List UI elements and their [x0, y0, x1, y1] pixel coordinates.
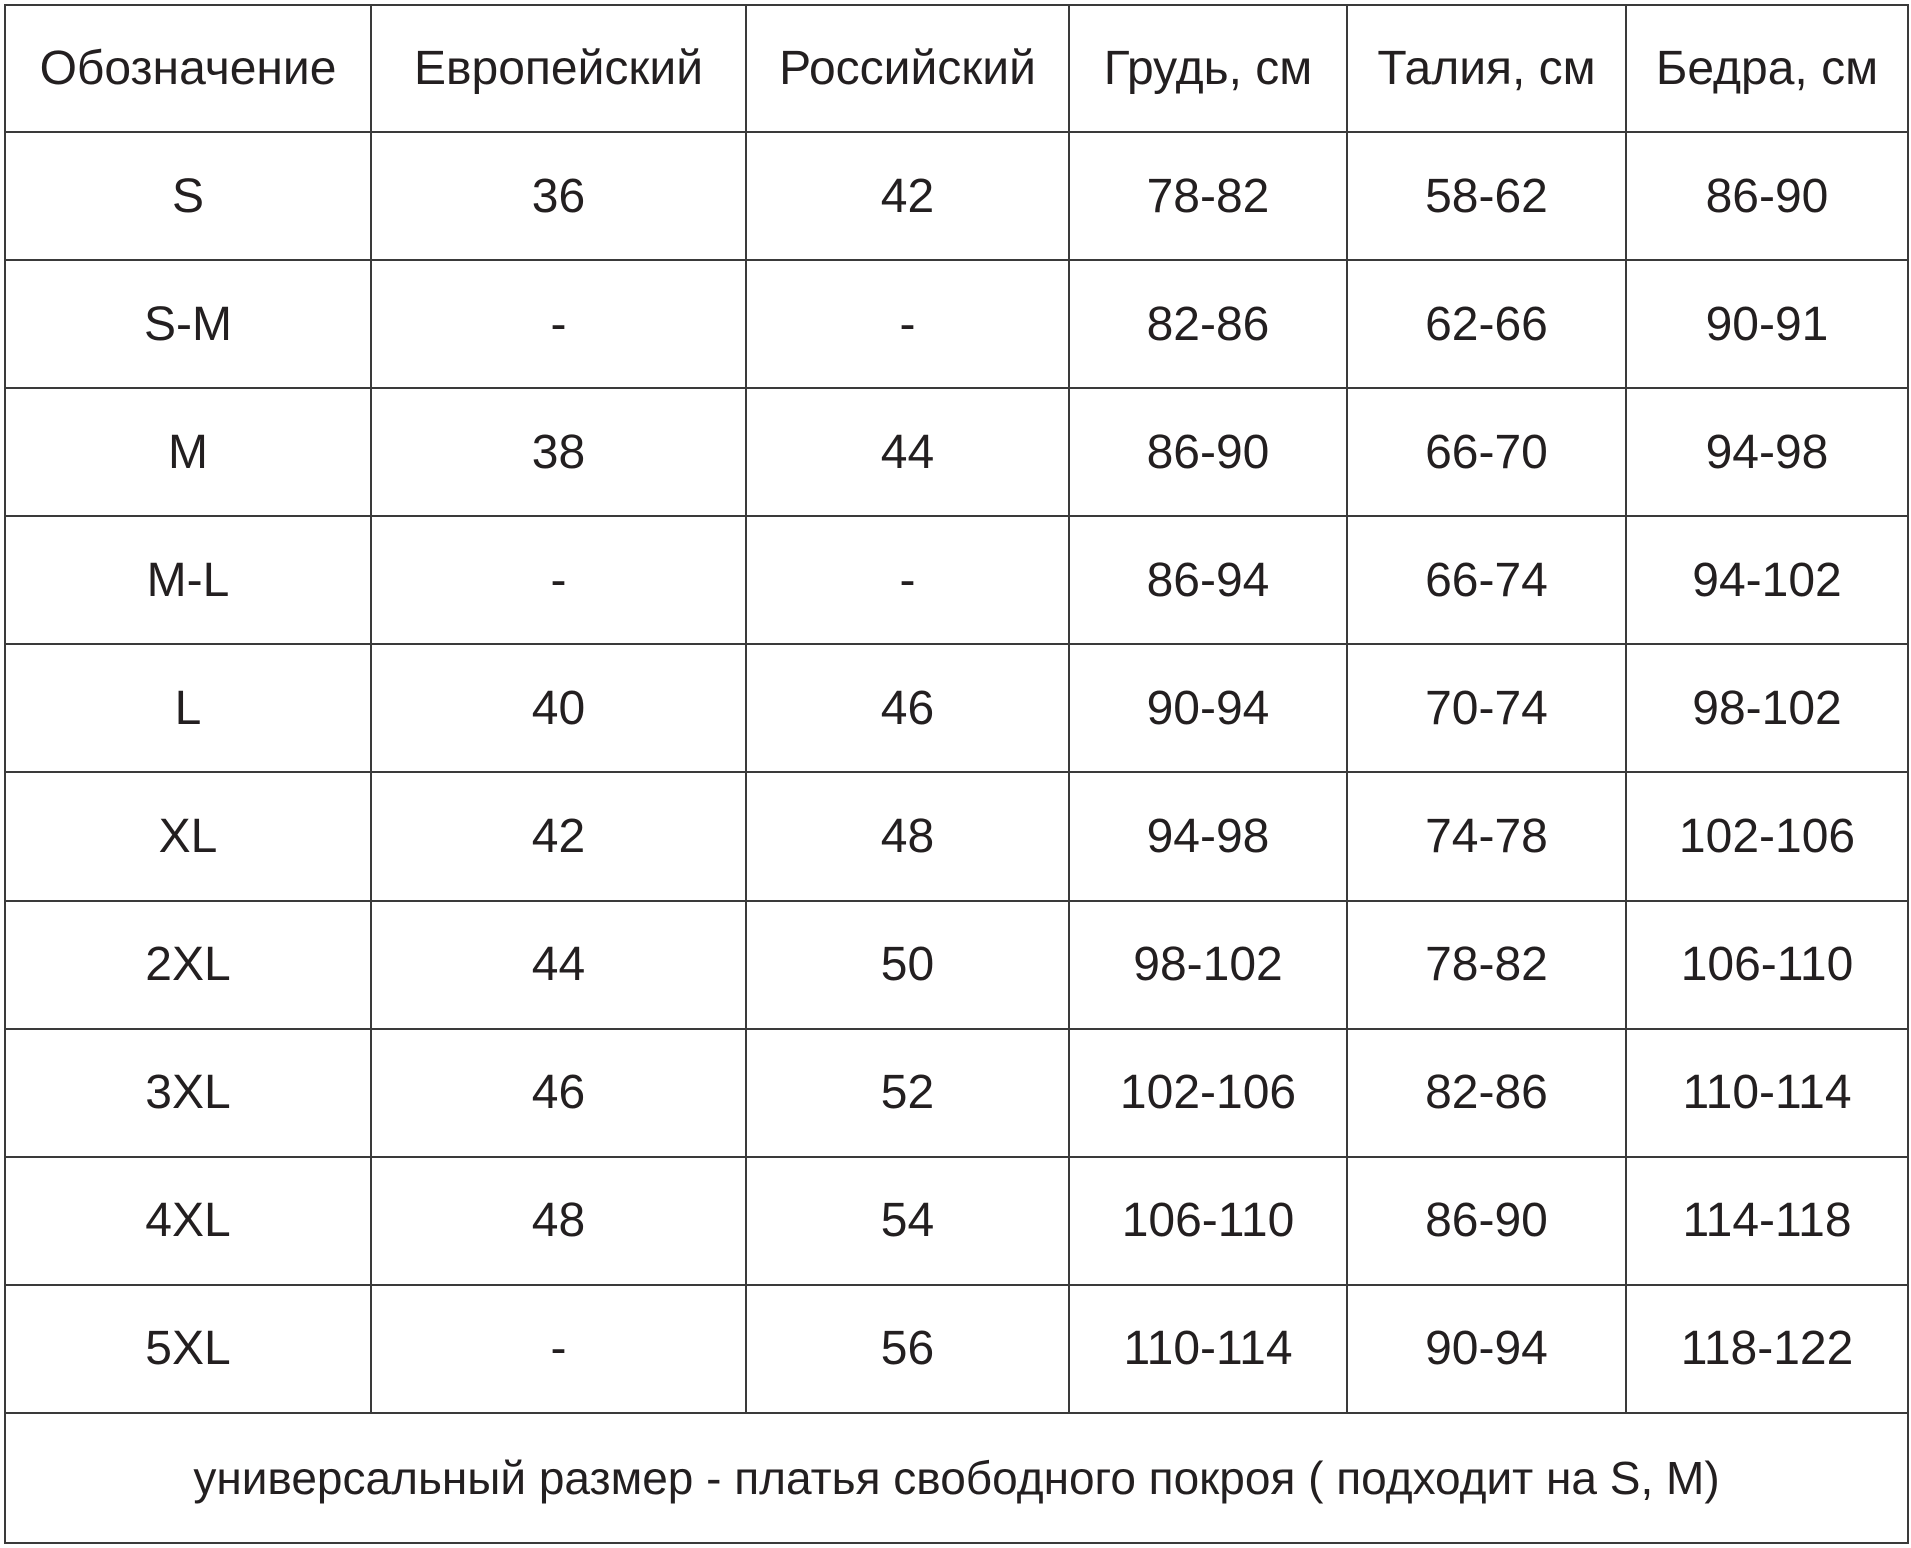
cell-designation: 2XL — [5, 901, 371, 1029]
header-waist: Талия, см — [1347, 5, 1626, 132]
cell-chest: 82-86 — [1069, 260, 1347, 388]
table-header-row — [5, 5, 1908, 132]
table-row — [5, 516, 1908, 644]
cell-russian: 42 — [746, 132, 1069, 260]
header-chest: Грудь, см — [1069, 5, 1347, 132]
cell-designation: S — [5, 132, 371, 260]
cell-hips: 94-102 — [1626, 516, 1908, 644]
cell-russian: 46 — [746, 644, 1069, 772]
cell-russian: 48 — [746, 772, 1069, 900]
table-row — [5, 1285, 1908, 1413]
cell-russian: 50 — [746, 901, 1069, 1029]
cell-waist: 86-90 — [1347, 1157, 1626, 1285]
cell-waist: 78-82 — [1347, 901, 1626, 1029]
cell-waist: 66-74 — [1347, 516, 1626, 644]
cell-chest: 86-94 — [1069, 516, 1347, 644]
cell-waist: 74-78 — [1347, 772, 1626, 900]
cell-russian: 44 — [746, 388, 1069, 516]
cell-hips: 86-90 — [1626, 132, 1908, 260]
table-row — [5, 388, 1908, 516]
cell-russian: - — [746, 260, 1069, 388]
cell-waist: 90-94 — [1347, 1285, 1626, 1413]
table-body — [5, 132, 1908, 1413]
cell-chest: 86-90 — [1069, 388, 1347, 516]
cell-european: 48 — [371, 1157, 746, 1285]
cell-waist: 66-70 — [1347, 388, 1626, 516]
cell-hips: 106-110 — [1626, 901, 1908, 1029]
cell-designation: 4XL — [5, 1157, 371, 1285]
cell-european: - — [371, 516, 746, 644]
cell-russian: - — [746, 516, 1069, 644]
cell-european: 36 — [371, 132, 746, 260]
cell-designation: S-M — [5, 260, 371, 388]
table-row — [5, 260, 1908, 388]
cell-chest: 102-106 — [1069, 1029, 1347, 1157]
cell-hips: 114-118 — [1626, 1157, 1908, 1285]
table-row — [5, 1157, 1908, 1285]
cell-hips: 90-91 — [1626, 260, 1908, 388]
footer-row — [5, 1413, 1908, 1543]
header-designation: Обозначение — [5, 5, 371, 132]
cell-european: 46 — [371, 1029, 746, 1157]
cell-designation: L — [5, 644, 371, 772]
cell-hips: 98-102 — [1626, 644, 1908, 772]
cell-designation: 5XL — [5, 1285, 371, 1413]
table-row — [5, 1029, 1908, 1157]
cell-chest: 110-114 — [1069, 1285, 1347, 1413]
table-row — [5, 772, 1908, 900]
size-chart-table — [4, 4, 1909, 1544]
cell-waist: 58-62 — [1347, 132, 1626, 260]
cell-chest: 98-102 — [1069, 901, 1347, 1029]
cell-chest: 106-110 — [1069, 1157, 1347, 1285]
cell-waist: 62-66 — [1347, 260, 1626, 388]
footer-note: универсальный размер - платья свободного покроя ( подходит на S, M) — [5, 1413, 1908, 1543]
cell-waist: 70-74 — [1347, 644, 1626, 772]
cell-chest: 90-94 — [1069, 644, 1347, 772]
table-row — [5, 644, 1908, 772]
cell-russian: 52 — [746, 1029, 1069, 1157]
table-row — [5, 901, 1908, 1029]
table-row — [5, 132, 1908, 260]
cell-european: 38 — [371, 388, 746, 516]
cell-designation: 3XL — [5, 1029, 371, 1157]
cell-european: 40 — [371, 644, 746, 772]
cell-hips: 118-122 — [1626, 1285, 1908, 1413]
cell-european: - — [371, 260, 746, 388]
header-russian: Российский — [746, 5, 1069, 132]
cell-russian: 54 — [746, 1157, 1069, 1285]
header-hips: Бедра, см — [1626, 5, 1908, 132]
cell-european: 42 — [371, 772, 746, 900]
cell-chest: 94-98 — [1069, 772, 1347, 900]
cell-waist: 82-86 — [1347, 1029, 1626, 1157]
cell-designation: M-L — [5, 516, 371, 644]
cell-european: 44 — [371, 901, 746, 1029]
cell-european: - — [371, 1285, 746, 1413]
cell-designation: M — [5, 388, 371, 516]
cell-chest: 78-82 — [1069, 132, 1347, 260]
cell-designation: XL — [5, 772, 371, 900]
header-european: Европейский — [371, 5, 746, 132]
cell-hips: 110-114 — [1626, 1029, 1908, 1157]
cell-hips: 102-106 — [1626, 772, 1908, 900]
cell-hips: 94-98 — [1626, 388, 1908, 516]
cell-russian: 56 — [746, 1285, 1069, 1413]
